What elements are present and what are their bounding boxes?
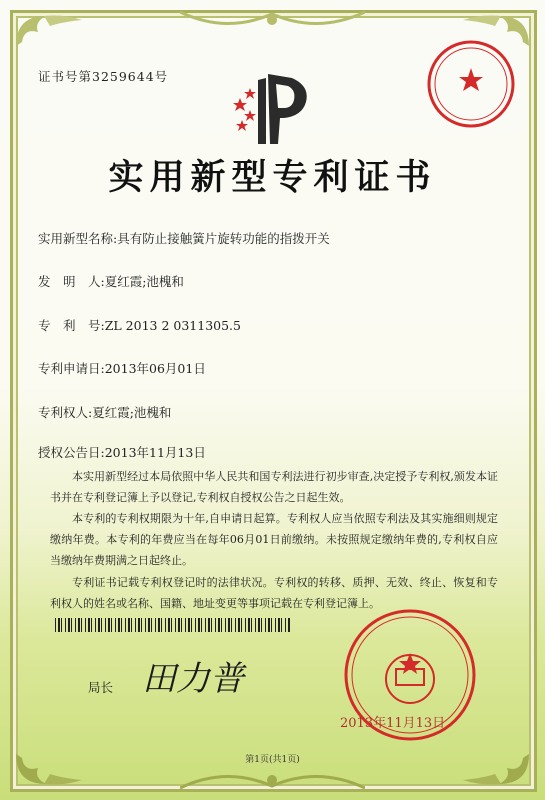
paragraph-term: 本专利的专利权期限为十年,自申请日起算。专利权人应当依照专利法及其实施细则规定缴纳年费。本专利的年费应当在每年06月01日前缴纳。未按照规定缴纳年费的,专利权自应当缴纳年费期满之日起终止。 xyxy=(50,512,498,567)
utility-name-label: 实用新型名称: xyxy=(38,231,118,246)
certificate-number: 证书号第3259644号 xyxy=(38,69,169,84)
paragraph-grant: 本实用新型经过本局依照中华人民共和国专利法进行初步审查,决定授予专利权,颁发本证书并在专利登记簿上予以登记,专利权自授权公告之日起生效。 xyxy=(50,470,498,504)
bottom-ornament-icon xyxy=(180,766,365,792)
patent-number-label: 专 利 号: xyxy=(38,318,105,333)
grant-date-field xyxy=(38,443,206,461)
inventor-field xyxy=(38,272,184,290)
seal-date: 2013年11月13日 xyxy=(340,716,446,731)
inventor-label: 发 明 人: xyxy=(38,274,105,289)
barcode xyxy=(55,618,290,632)
director-label: 局长 xyxy=(88,680,114,695)
patentee-value: 夏红霞;池槐和 xyxy=(92,405,172,420)
page-number: 第1页(共1页) xyxy=(245,755,300,765)
patentee-field xyxy=(38,403,171,421)
page-title: 实用新型专利证书 xyxy=(108,157,437,198)
grant-date-label: 授权公告日: xyxy=(38,445,105,460)
top-ornament-icon xyxy=(180,8,365,34)
director-signature-text: 田力普 xyxy=(142,659,244,699)
grant-date-value: 2013年11月13日 xyxy=(104,445,206,460)
patentee-label: 专利权人: xyxy=(38,405,93,420)
filing-date-value: 2013年06月01日 xyxy=(104,361,206,376)
tax-bureau-stamp xyxy=(425,38,517,130)
paragraph-legal-status: 专利证书记载专利权登记时的法律状况。专利权的转移、质押、无效、终止、恢复和专利权人的姓名或名称、国籍、地址变更等事项记载在专利登记簿上。 xyxy=(50,576,498,610)
utility-name-value: 具有防止接触簧片旋转功能的指拨开关 xyxy=(117,231,330,246)
filing-date-field xyxy=(38,359,206,377)
patent-number-field xyxy=(38,316,241,334)
patent-number-value: ZL 2013 2 0311305.5 xyxy=(104,318,241,333)
filing-date-label: 专利申请日: xyxy=(38,361,105,376)
director-signature xyxy=(138,650,278,702)
inventor-value: 夏红霞;池槐和 xyxy=(104,274,184,289)
corner-ornament-icon xyxy=(14,12,84,48)
patent-office-emblem-icon xyxy=(228,68,316,148)
utility-name-field xyxy=(38,229,330,247)
